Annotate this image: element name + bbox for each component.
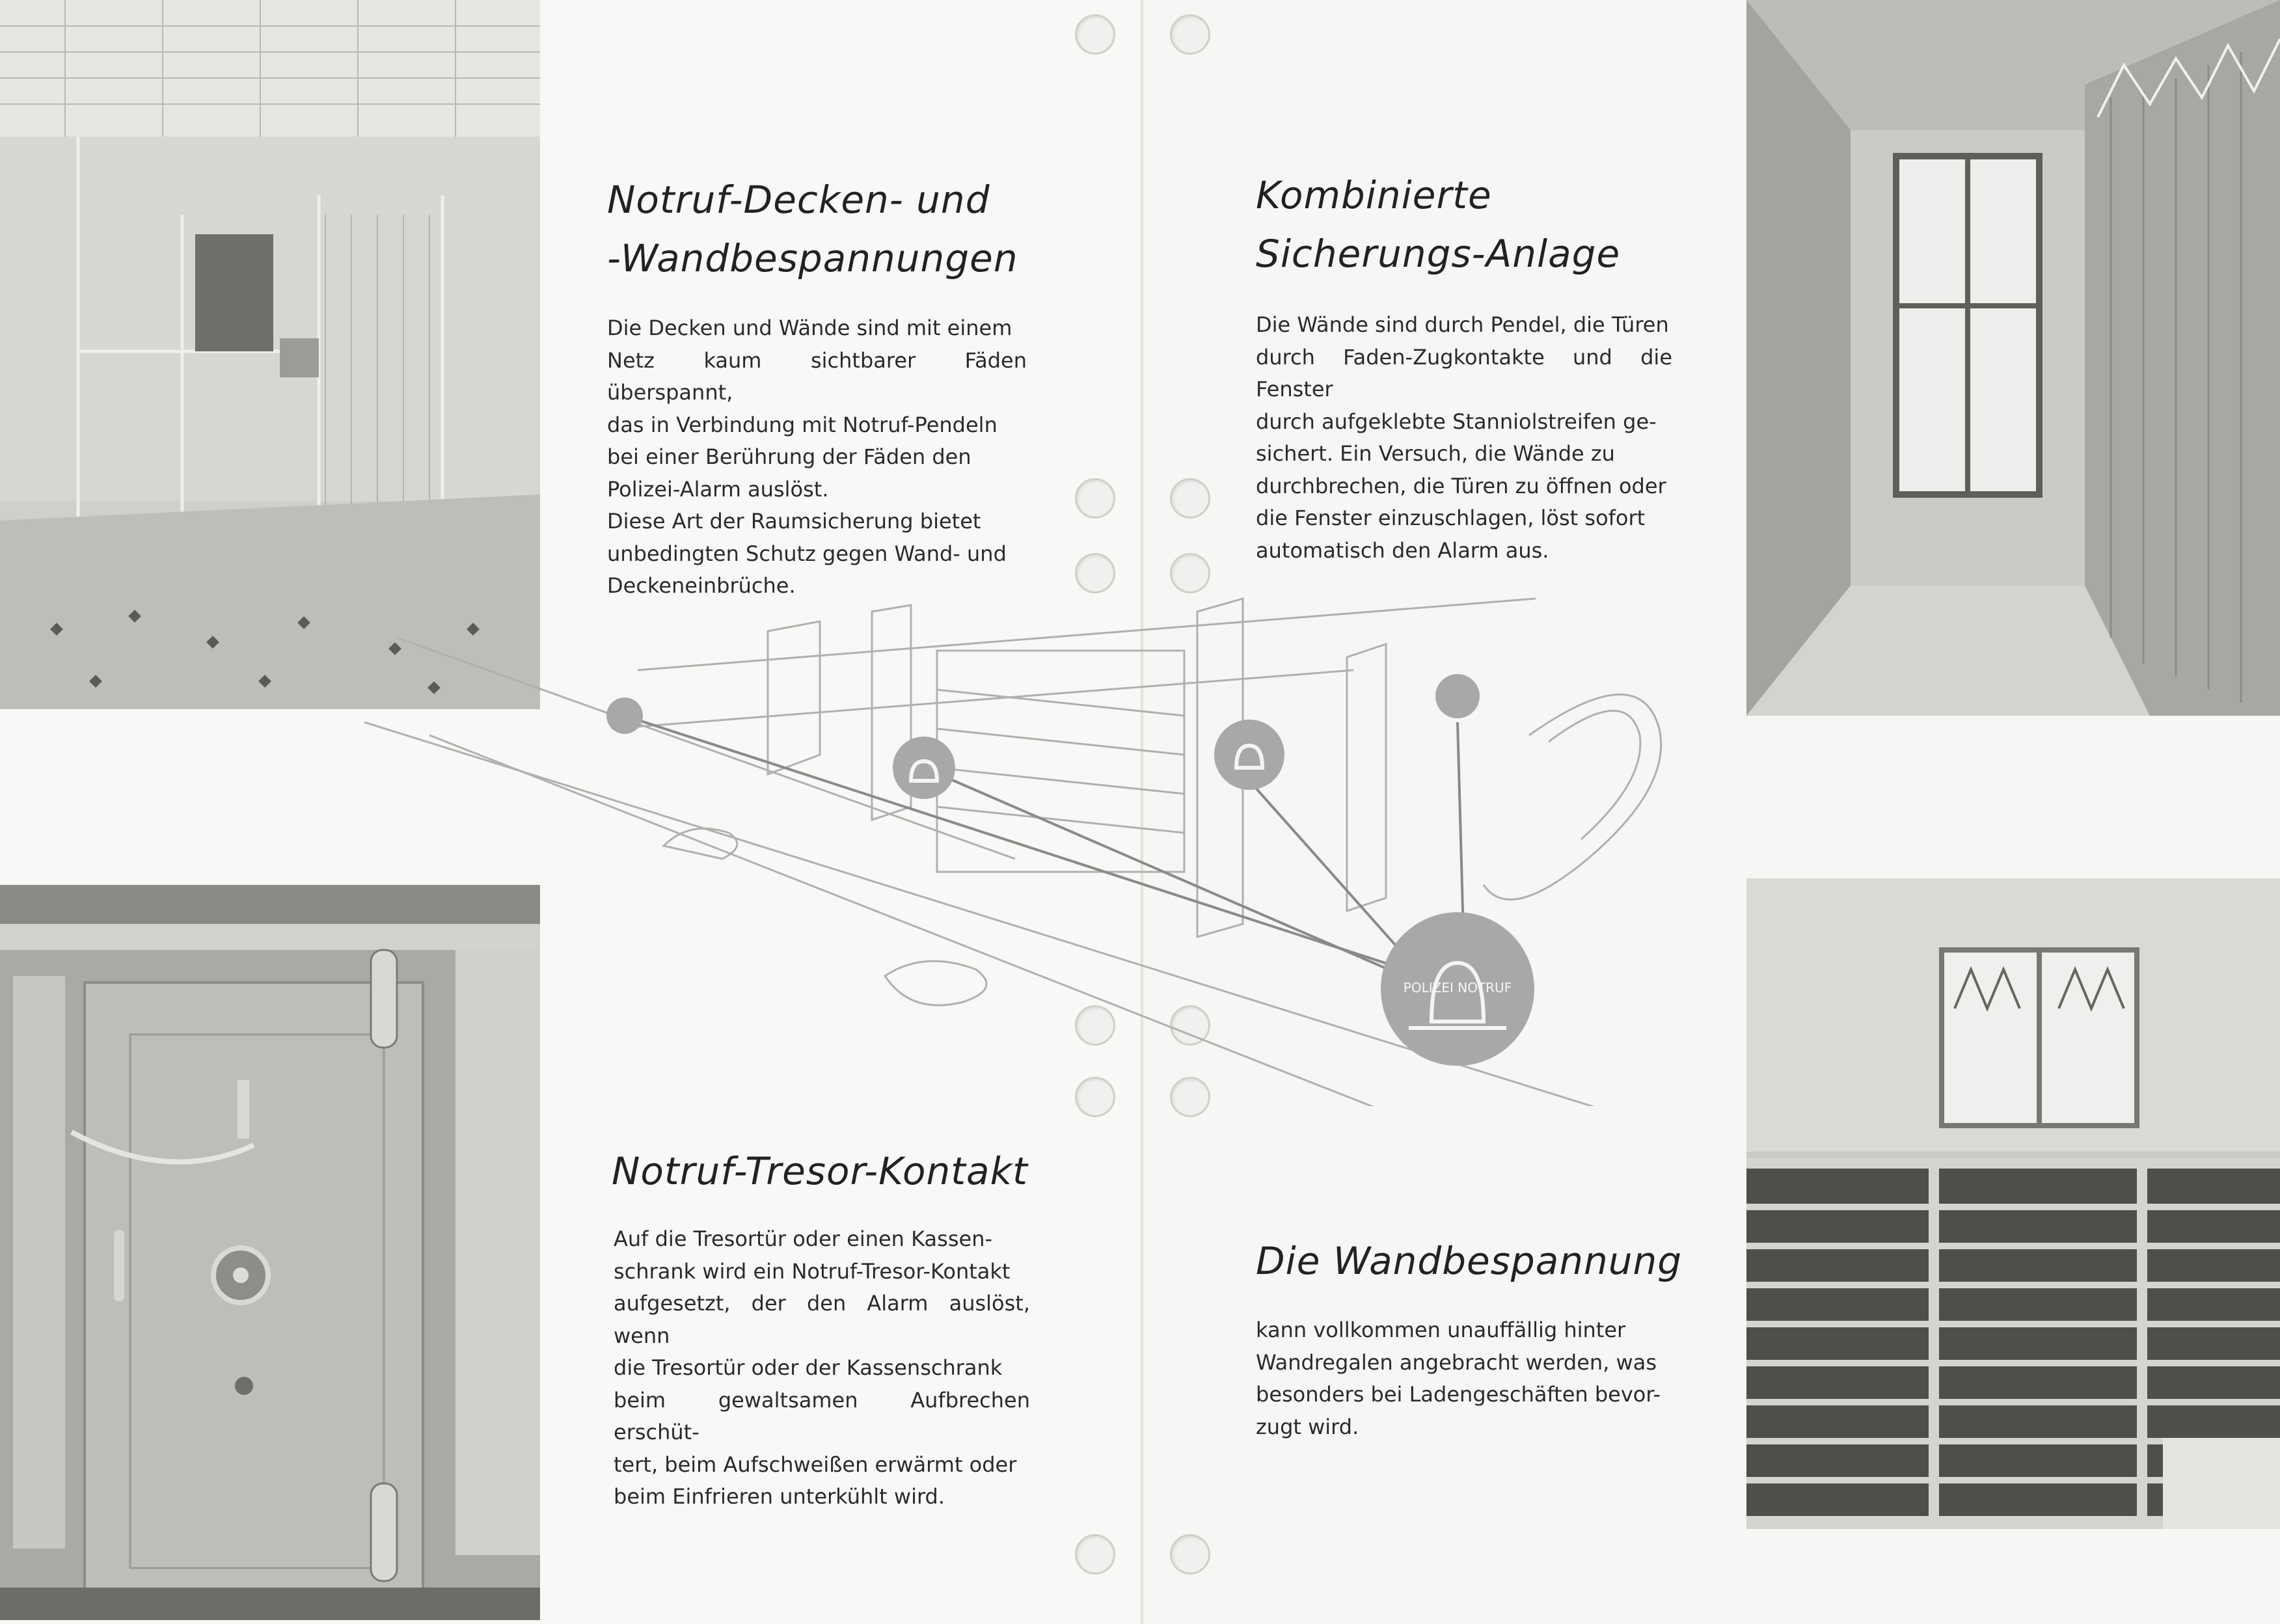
photo-wall-shelves (1746, 878, 2280, 1529)
heading-kombiniert-line-1: Kombinierte (1256, 173, 1492, 217)
heading-decken-line-2: -Wandbespannungen (607, 236, 1018, 280)
text-line: bei einer Berührung der Fäden den (607, 444, 971, 469)
text-line: Die Decken und Wände sind mit einem (607, 316, 1012, 340)
photo-corridor (1746, 0, 2280, 716)
text-line: Netz kaum sichtbarer Fäden überspannt, (607, 347, 1027, 405)
text-line: unbedingten Schutz gegen Wand- und (607, 541, 1007, 566)
text-line: automatisch den Alarm aus. (1256, 537, 1549, 563)
binder-hole (1075, 1534, 1115, 1575)
binder-hole (1170, 14, 1210, 55)
binder-hole (1075, 478, 1115, 519)
text-line: die Tresortür oder der Kassenschrank (614, 1355, 1003, 1380)
heading-decken (607, 170, 1018, 288)
text-line: das in Verbindung mit Notruf-Pendeln (607, 412, 998, 437)
text-line: aufgesetzt, der den Alarm auslöst, wenn (614, 1291, 1030, 1348)
text-line: schrank wird ein Notruf-Tresor-Kontakt (614, 1258, 1011, 1284)
text-line: Polizei-Alarm auslöst. (607, 476, 829, 502)
text-tresor (614, 1223, 1030, 1513)
text-line: Die Wände sind durch Pendel, die Türen (1256, 312, 1669, 337)
text-line: die Fenster einzuschlagen, löst sofort (1256, 506, 1646, 530)
text-line: Wandregalen angebracht werden, was (1256, 1349, 1657, 1375)
heading-kombiniert-line-2: Sicherungs-Anlage (1256, 232, 1621, 276)
text-line: durch aufgeklebte Stanniolstreifen ge- (1256, 409, 1657, 434)
text-line: besonders bei Ladengeschäften bevor- (1256, 1382, 1661, 1407)
heading-kombiniert (1256, 166, 1620, 283)
text-line: tert, beim Aufschweißen erwärmt oder (614, 1452, 1017, 1477)
heading-decken-line-1: Notruf-Decken- und (607, 178, 990, 222)
binder-hole (1170, 478, 1210, 519)
text-line: kann vollkommen unauffällig hinter (1256, 1318, 1626, 1342)
bell-label: POLIZEI NOTRUF (1403, 980, 1512, 995)
heading-wandbespannung: Die Wandbespannung (1256, 1239, 1683, 1283)
text-line: Auf die Tresortür oder einen Kassen- (614, 1226, 993, 1251)
text-line: durch Faden-Zugkontakte und die Fenster (1256, 344, 1672, 401)
binder-hole (1075, 14, 1115, 55)
alarm-network-illustration (364, 560, 1763, 1106)
text-line: durchbrechen, die Türen zu öffnen oder (1256, 473, 1666, 498)
text-line: beim gewaltsamen Aufbrechen erschüt- (614, 1387, 1030, 1444)
text-line: beim Einfrieren unterkühlt wird. (614, 1484, 945, 1509)
text-line: Deckeneinbrüche. (607, 573, 796, 598)
text-line: sichert. Ein Versuch, die Wände zu (1256, 441, 1615, 466)
text-line: Diese Art der Raumsicherung bietet (607, 509, 981, 534)
text-line: zugt wird. (1256, 1414, 1359, 1439)
heading-tresor: Notruf-Tresor-Kontakt (612, 1149, 1028, 1193)
binder-hole (1170, 1534, 1210, 1575)
text-decken (607, 312, 1027, 602)
text-wandbespannung (1256, 1314, 1672, 1443)
text-kombiniert (1256, 309, 1672, 567)
